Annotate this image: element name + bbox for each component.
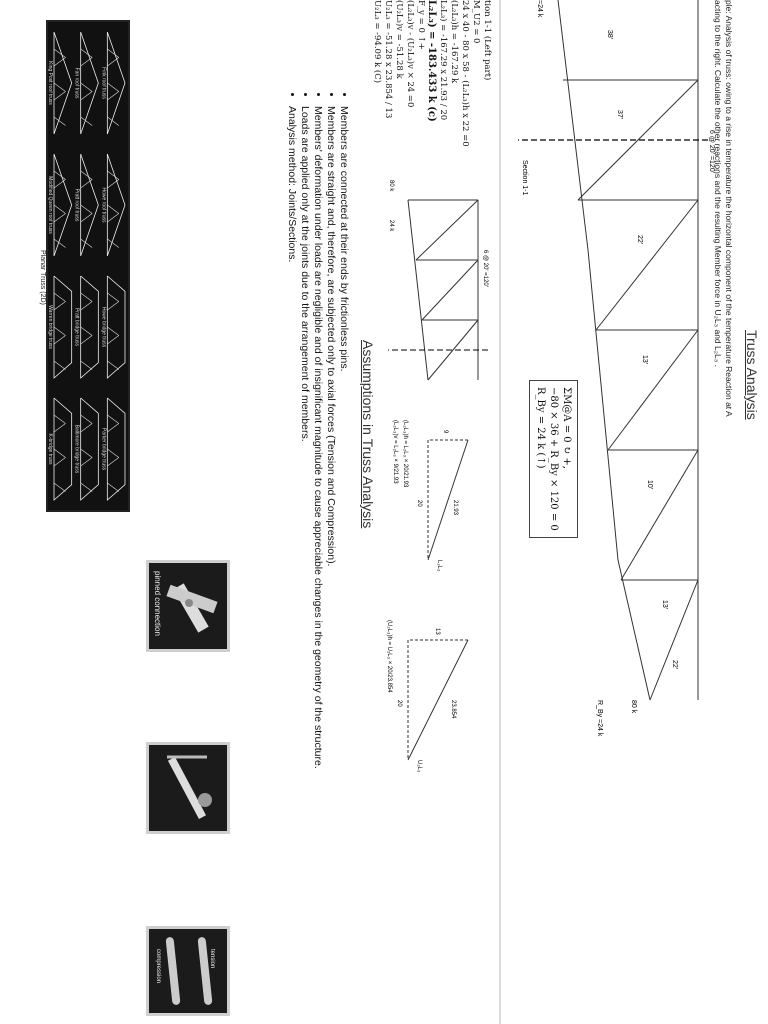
tension-caption: tension [209,949,215,969]
assumption-list [285,92,350,932]
slide-title: Assumptions in Truss Analysis [360,340,376,529]
truss-thumbnail [47,276,72,378]
truss-thumbnail [100,276,125,378]
axial-member-image [146,926,230,1016]
slide-title: Truss Analysis [744,330,760,420]
truss-type-label: Parker bridge truss [100,427,107,471]
moment-equation-box [529,380,578,538]
section-sketch [408,200,478,380]
eq-line: R_By = 24 k (↑) [535,387,546,469]
pinned-caption: pinned connection [153,571,162,636]
vector1-label-h: (L₂L₃)h = L₂L₃ × 20/21.93 [402,420,408,488]
truss-thumbnail [74,398,99,500]
calc-line: L₂L₃) = -183.433 k (c) [426,0,437,122]
calc-line: F_y = 0 ↑+ [416,0,426,50]
slide-truss-analysis [372,0,768,1024]
truss-thumbnail [100,154,125,256]
panel-caption: Planar Truss (2D) [39,250,46,305]
vector2-b: 13 [434,628,440,635]
eq-line: ΣM@A = 0 ↻ +, [561,387,572,469]
truss-thumbnail [47,32,72,134]
calculation-block [371,0,492,190]
vector1-b: 9 [442,430,448,434]
axial-member-icon [149,929,227,1013]
hinge-joint-image [146,742,230,834]
vector1-hyp: 21.93 [452,500,458,516]
pinned-joint-image [146,560,230,652]
truss-thumbnail [47,154,72,256]
calc-line: (L₂L₃)h = -167.29 k [449,0,459,84]
bullet-item: • Loads are applied only at the joints due to the arrangement of members. [298,106,311,932]
height-label: 38' [606,30,613,40]
problem-text-line1: ple: Analysis of truss: owing to a rise in temperature the horizontal component of the temperature Reaction at A [724,0,734,417]
calc-line: M_U2 = 0 [471,0,481,44]
truss-thumbnail [74,32,99,134]
eq-line: −80 × 36 + R_By × 120 = 0 [548,387,559,531]
vector2-member: U₂L₃ [416,760,422,773]
truss-type-label: Pratt roof truss [73,188,80,222]
height-label: 22' [636,235,643,245]
height-label: 10' [646,480,653,490]
truss-type-label: Modified Queen roof truss [47,176,53,234]
span-label: 6 @ 20' =120' [708,130,715,174]
truss-type-label: Warren bridge truss [47,305,53,349]
truss-thumbnail [74,154,99,256]
truss-type-label: Fink roof truss [100,67,107,99]
height-label: 22' [671,660,678,670]
reaction-label: R_By =24 k [596,700,603,737]
truss-types-panel [46,20,130,512]
sketch-reaction: 24 k [388,220,394,232]
vector2-hyp: 23.854 [450,700,456,719]
truss-type-label: Howe bridge truss [100,306,107,348]
main-truss [558,0,698,700]
problem-text-line2: acting to the right. Calculate the other reactions and the resulting Member force in U₂L₃ and L₂L₃ . [713,0,723,367]
bullet-item: • Members are connected at their ends by frictionless pins. [337,106,350,932]
vector2-label-h: (U₂L₃)h = U₂L₃ × 20/23.854 [386,620,392,693]
vector1-a: 20 [416,500,422,507]
truss-type-label: Baltimore bridge truss [73,424,80,474]
truss-type-label: Howe roof truss [100,187,107,223]
truss-type-label: King Post roof truss [47,61,53,105]
truss-type-label: Pratt bridge truss [73,307,80,347]
calc-line: (L₂L₃)v - (U₂L₃)v × 24 =0 [405,0,415,108]
height-label: 13' [641,355,648,365]
vector-diagram-2 [408,640,468,760]
calc-line: L₂L₃) = -167.29 x 21.93 / 20 [438,0,448,121]
truss-types-grid [48,22,128,510]
calc-line: tion 1-1 (Left part) [482,0,492,81]
bullet-item: • Members are straight and, therefore, are subjected only to axial forces (Tension and Compression). [324,106,337,932]
truss-thumbnail [100,398,125,500]
section-label: Section 1-1 [521,160,528,196]
load-label: 80 k [630,700,637,714]
compression-caption: compression [155,949,161,984]
height-label: 37' [616,110,623,120]
height-label: 13' [661,600,668,610]
vector-diagram-1 [428,440,468,560]
calc-line: U₂L₃ = -94.09 k (C) [372,0,382,84]
bullet-item: • Members' deformation under loads are negligible and of insignificant magnitude to cause appreciable changes in the geometry of the structure. [311,106,324,932]
left-reaction-label: =24 k [536,0,543,18]
sketch-load: 80 k [388,180,394,192]
truss-thumbnail [47,398,72,500]
hinge-joint-icon [149,745,227,831]
sketch-span: 6 @ 20' =120' [482,250,488,287]
calc-line: 24 x 40 - 80 x 58 - (L₂L₃)h x 22 =0 [460,0,470,147]
truss-type-label: Fan roof truss [73,67,80,99]
calc-line: U₂L₃ = -51.28 x 23.854 / 13 [383,0,393,119]
vector2-a: 20 [396,700,402,707]
calc-line: (U₂L₃)v = -51.28 k [394,0,404,79]
truss-thumbnail [100,32,125,134]
vector1-label-v: (L₂L₃)v = L₂L₃ × 9/21.93 [392,420,398,484]
truss-type-label: K-bridge truss [47,433,53,465]
pinned-joint-icon [149,563,227,649]
truss-thumbnail [74,276,99,378]
vector1-member: L₂L₃ [436,560,442,572]
bullet-item: • Analysis method: Joints/Sections. [285,106,298,932]
